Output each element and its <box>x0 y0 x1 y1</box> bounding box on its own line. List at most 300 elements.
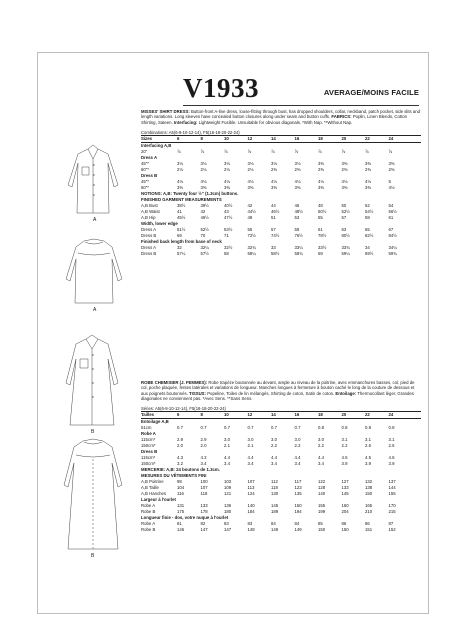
description-text: Button-front A-line dress, loose-fitting through bust, has dropped shoulders, collar, neckband, patch pocket, side slits and length variations. Long sleeves have concealed button closures along under seam and button cuffs. <box>141 109 421 120</box>
table-cell: 165 <box>365 503 373 509</box>
table-cell: 2.2 <box>341 443 348 449</box>
table-cell: 32 <box>177 245 182 251</box>
table-cell: 4⅛ <box>224 179 230 185</box>
table-cell: 2.2 <box>294 443 301 449</box>
table-cell: 22 <box>365 136 370 142</box>
table-cell: 87 <box>388 521 394 527</box>
table-cell: 59 <box>318 251 323 257</box>
table-cell: 6 <box>177 136 180 142</box>
table-cell: 10 <box>224 136 229 142</box>
table-cell: 54½ <box>365 209 374 215</box>
table-cell: 4⅛ <box>247 179 254 185</box>
table-cell: 175 <box>177 509 185 515</box>
table-cell: 4⅛ <box>318 179 324 185</box>
table-cell: 84½ <box>388 233 397 239</box>
table-cell: 50½ <box>318 209 327 215</box>
table-cell: 46½ <box>200 215 209 221</box>
table-cell: 24 <box>388 136 394 142</box>
table-cell: 100 <box>200 479 208 485</box>
french-section <box>141 380 421 533</box>
row-label: Robe B <box>141 509 156 515</box>
table-cell: 76½ <box>294 233 303 239</box>
table-cell: 2⅜ <box>365 167 371 173</box>
table-cell: 3⅜ <box>318 161 324 167</box>
table-cell: 86 <box>341 521 347 527</box>
row-label: 45"* <box>141 179 149 185</box>
table-cell: ⅞ <box>341 149 346 155</box>
table-cell: 53 <box>294 215 300 221</box>
table-cell: 103 <box>224 479 232 485</box>
table-cell: 80½ <box>341 233 350 239</box>
table-cell: 3⅛ <box>200 161 207 167</box>
notions-line: MERCERIE: A,B: 24 boutons de 1.3cm. <box>141 467 220 473</box>
table-cell: 4⅛ <box>200 179 207 185</box>
table-cell: 2.6 <box>365 443 371 449</box>
table-cell: 53½ <box>224 227 233 233</box>
table-cell: 109 <box>224 485 232 491</box>
table-cell: 52½ <box>200 227 209 233</box>
table-cell: 147 <box>200 527 208 533</box>
table-cell: 2.2 <box>271 443 277 449</box>
table-cell: 38½ <box>177 203 186 209</box>
table-cell: 58½ <box>271 251 280 257</box>
table-cell: 52 <box>365 203 370 209</box>
table-cell: 118 <box>271 485 278 491</box>
table-cell: 54 <box>388 203 394 209</box>
table-cell: 39½ <box>200 203 209 209</box>
table-cell: 4⅛ <box>177 179 183 185</box>
table-cell: 2⅜ <box>318 167 324 173</box>
sizes-header-row <box>141 135 421 143</box>
notions-line: NOTIONS: A,B: Twenty four ½" (1.3cm) buttons. <box>141 191 239 197</box>
table-cell: 57½ <box>200 251 209 257</box>
table-cell: 113 <box>247 485 255 491</box>
table-cell: 104 <box>177 485 185 491</box>
table-cell: 84 <box>271 521 276 527</box>
row-label: 60"* <box>141 167 149 173</box>
table-cell: 20 <box>341 412 347 418</box>
row-label: 51cm <box>141 425 152 431</box>
table-cell: 3.4 <box>294 461 301 467</box>
table-cell: 83 <box>247 521 253 527</box>
table-cell: 2.9 <box>200 437 207 443</box>
row-label: Robe B <box>141 527 156 533</box>
table-cell: 3.0 <box>318 437 324 443</box>
table-cell: 2.9 <box>177 437 183 443</box>
table-cell: 8 <box>200 412 203 418</box>
table-cell: 70 <box>200 233 206 239</box>
table-cell: 2⅛ <box>177 167 183 173</box>
table-cell: 4.3 <box>200 455 207 461</box>
table-cell: 16 <box>294 136 300 142</box>
row-label: Dress A <box>141 245 157 251</box>
table-cell: 98 <box>177 479 182 485</box>
table-cell: 2.1 <box>224 443 230 449</box>
table-cell: 149 <box>271 527 279 533</box>
table-cell: 130 <box>271 491 279 497</box>
table-cell: 4.3 <box>177 455 183 461</box>
french-description <box>141 380 421 401</box>
table-cell: 145 <box>271 503 279 509</box>
table-cell: 2⅛ <box>200 167 207 173</box>
table-cell: 136 <box>224 503 232 509</box>
table-cell: 85 <box>318 521 323 527</box>
table-cell: 3.0 <box>247 437 254 443</box>
table-cell: 48 <box>318 203 323 209</box>
table-cell: 58¾ <box>294 251 303 257</box>
table-cell: 2⅛ <box>224 167 230 173</box>
table-cell: 41 <box>177 209 182 215</box>
table-cell: 3⅜ <box>200 185 207 191</box>
table-cell: 137 <box>388 479 396 485</box>
table-cell: 0.7 <box>200 425 207 431</box>
table-cell: 3⅜ <box>341 161 348 167</box>
table-cell: 148 <box>247 527 255 533</box>
pattern-number: V1933 <box>183 73 259 103</box>
table-cell: ⅞ <box>294 149 299 155</box>
row-label: 115cm* <box>141 437 156 443</box>
table-cell: 122 <box>318 479 326 485</box>
table-cell: 78½ <box>318 233 327 239</box>
table-cell: 12 <box>247 136 253 142</box>
table-cell: 10 <box>224 412 229 418</box>
table-cell: 4.5 <box>365 455 371 461</box>
table-cell: 160 <box>341 503 349 509</box>
table-cell: 210 <box>365 509 373 515</box>
table-cell: ⅞ <box>200 149 205 155</box>
table-cell: 8 <box>200 136 203 142</box>
table-cell: 3⅛ <box>224 161 230 167</box>
table-cell: 199 <box>318 509 326 515</box>
table-cell: 2.2 <box>318 443 324 449</box>
table-cell: 46½ <box>271 209 280 215</box>
table-cell: 48½ <box>294 209 303 215</box>
table-cell: 107 <box>200 485 208 491</box>
table-cell: 44 <box>271 203 276 209</box>
table-cell: 2.6 <box>388 443 395 449</box>
dress-a-back-drawing <box>66 239 122 303</box>
row-label: Robe A <box>141 521 156 527</box>
interfacing-text: Thermocollant léger. Grandes diagonales ne conviennent pas. *Avec Sens. **Sans Sens. <box>141 390 414 401</box>
table-cell: 72½ <box>247 233 256 239</box>
table-cell: 150 <box>294 503 302 509</box>
table-cell: 51 <box>271 215 276 221</box>
table-cell: 33½ <box>318 245 327 251</box>
table-cell: ⅞ <box>177 149 181 155</box>
figure-label-a-back: A <box>93 307 97 313</box>
row-label: A,B Bust <box>141 203 158 209</box>
series-line: Séries: A5(6-8-10-12-14), F5(16-18-20-22-24) <box>141 406 226 412</box>
row-label: Dress B <box>141 233 157 239</box>
french-yardage-tables <box>141 411 421 533</box>
interfacing-title: Entoilage: <box>335 390 357 396</box>
table-cell: 133 <box>341 485 349 491</box>
table-cell: 34 <box>365 245 370 251</box>
table-cell: 46 <box>294 203 300 209</box>
table-cell: 3⅛ <box>294 161 301 167</box>
table-cell: 0.7 <box>247 425 254 431</box>
table-cell: 0.8 <box>365 425 371 431</box>
table-cell: 3.4 <box>247 461 254 467</box>
table-cell: 71 <box>224 233 229 239</box>
pattern-envelope-back <box>37 52 429 614</box>
row-label: 115cm* <box>141 455 156 461</box>
table-cell: 155 <box>388 491 396 497</box>
row-label: A,B Hip <box>141 215 156 221</box>
fabric-group-heading: Robe A <box>141 431 156 437</box>
interfacing-heading: Interfacing A,B <box>141 143 172 149</box>
table-cell: 42 <box>247 203 253 209</box>
row-label: 45"* <box>141 161 149 167</box>
table-cell: 140 <box>318 491 326 497</box>
table-cell: 112 <box>271 479 278 485</box>
table-row <box>141 251 421 257</box>
table-cell: 3⅜ <box>341 185 348 191</box>
figure-label-b-front: B <box>91 429 95 435</box>
table-cell: 189 <box>271 509 279 515</box>
table-cell: 3⅜ <box>177 185 183 191</box>
table-cell: 6 <box>177 412 180 418</box>
table-cell: 151 <box>365 527 373 533</box>
table-cell: 0.7 <box>271 425 277 431</box>
dress-b-front-drawing <box>66 335 118 425</box>
table-cell: 146 <box>177 527 185 533</box>
table-cell: 82 <box>200 521 206 527</box>
table-cell: 50 <box>341 203 347 209</box>
fabric-group-heading: Dress A <box>141 155 158 161</box>
table-cell: 145 <box>341 491 349 497</box>
table-cell: 116 <box>177 491 184 497</box>
table-cell: 32½ <box>224 245 233 251</box>
table-cell: ⅞ <box>224 149 228 155</box>
table-cell: 33¼ <box>294 245 303 251</box>
header-rule <box>183 105 419 106</box>
table-cell: 24 <box>388 412 394 418</box>
table-cell: ⅞ <box>247 149 252 155</box>
table-cell: 43 <box>224 209 229 215</box>
interfacing-text: Lightweight Fusible. Unsuitable for obvious diagonals. *With Nap. **Without Nap. <box>198 119 353 125</box>
table-cell: 4⅛ <box>365 179 371 185</box>
table-cell: 0.8 <box>318 425 324 431</box>
table-cell: 32¼ <box>200 245 209 251</box>
table-cell: 61 <box>388 215 394 221</box>
table-cell: 3⅜ <box>365 161 371 167</box>
table-cell: 3⅜ <box>271 185 277 191</box>
table-cell: 44½ <box>247 209 256 215</box>
row-label: A,B Waist <box>141 209 160 215</box>
table-cell: 184 <box>247 509 255 515</box>
table-cell: 3⅜ <box>365 185 371 191</box>
table-cell: 4⅛ <box>294 179 301 185</box>
table-cell: 121 <box>224 491 232 497</box>
fabrics-text: Popeline, Toiles de lin mélangés, Shirting de coton, Satin de coton. <box>207 390 335 396</box>
table-cell: 33¾ <box>341 245 350 251</box>
row-label: A,B Hanches <box>141 491 167 497</box>
table-cell: 3.0 <box>271 437 277 443</box>
table-cell: 3⅜ <box>247 185 254 191</box>
table-cell: 3.1 <box>388 437 395 443</box>
fabric-group-heading: Dress B <box>141 173 158 179</box>
row-label: Tailles <box>141 412 155 418</box>
table-cell: 4.6 <box>388 455 395 461</box>
table-cell: 14 <box>271 412 276 418</box>
row-label: Sizes <box>141 136 152 142</box>
garment-illustrations <box>38 53 148 613</box>
table-cell: 34¼ <box>388 245 397 251</box>
row-label: 150cm* <box>141 461 156 467</box>
sizes-header-row <box>141 411 421 419</box>
table-cell: 3⅜ <box>318 185 324 191</box>
table-cell: 49 <box>247 215 253 221</box>
table-cell: 74½ <box>271 233 280 239</box>
table-cell: 5 <box>388 179 391 185</box>
table-cell: 59¾ <box>388 251 397 257</box>
table-cell: 2⅜ <box>294 167 301 173</box>
interfacing-title: Interfacing: <box>173 119 198 125</box>
table-cell: 3⅛ <box>177 161 183 167</box>
table-cell: 149 <box>294 527 302 533</box>
table-cell: 138 <box>365 485 373 491</box>
description-title: MISSES' SHIRT DRESS: <box>141 109 190 114</box>
table-cell: 59 <box>294 227 300 233</box>
table-cell: 40½ <box>224 203 233 209</box>
table-cell: 0.7 <box>294 425 301 431</box>
table-cell: 2⅛ <box>247 167 254 173</box>
table-cell: 69 <box>177 233 182 239</box>
table-cell: 18 <box>318 412 323 418</box>
table-cell: 3⅛ <box>271 161 277 167</box>
table-cell: 0.8 <box>341 425 348 431</box>
table-cell: 3⅛ <box>247 161 254 167</box>
table-cell: ⅞ <box>271 149 275 155</box>
description-text: Robe trapèze boutonnée au devant, ample au niveau de la poitrine, avec emmanchures basses, col, pied de col, poche plaquée, fentes latérales et variations de longueur. Manches longues à fermeture à bouton caché le long de la couture de dessous et aux poignets boutonnés. <box>141 380 415 396</box>
table-cell: 4⅛ <box>271 179 277 185</box>
width-heading: Width, lower edge <box>141 221 178 227</box>
fabric-group-heading: Dress B <box>141 449 158 455</box>
fabrics-title: TISSUS: <box>189 390 206 396</box>
table-cell: 3⅜ <box>294 185 301 191</box>
width-heading: Largeur à l'ourlet <box>141 497 176 503</box>
finished-measurements-heading: MESURES DU VÊTEMENTS FINI <box>141 473 207 479</box>
table-cell: 117 <box>294 479 302 485</box>
table-row <box>141 527 421 533</box>
table-cell: 4.4 <box>271 455 277 461</box>
table-cell: 81 <box>177 521 182 527</box>
table-cell: 4.4 <box>294 455 301 461</box>
back-length-heading: Longueur finie - dos, votre nuque à l'ourlet <box>141 515 229 521</box>
table-cell: 22 <box>365 412 370 418</box>
row-label: 20" <box>141 149 148 155</box>
table-cell: 84 <box>294 521 300 527</box>
table-cell: 67 <box>388 227 394 233</box>
finished-measurements-heading: FINISHED GARMENT MEASUREMENTS <box>141 197 222 203</box>
table-cell: 3.0 <box>224 437 230 443</box>
table-cell: 4⅛ <box>388 185 395 191</box>
figure-label-a-front: A <box>93 217 97 223</box>
table-cell: 131 <box>177 503 185 509</box>
table-cell: 2.0 <box>177 443 183 449</box>
table-cell: 0.7 <box>224 425 230 431</box>
table-cell: 118 <box>200 491 208 497</box>
table-cell: 33 <box>271 245 276 251</box>
table-cell: 86 <box>365 521 370 527</box>
table-cell: 0.7 <box>177 425 183 431</box>
table-cell: 3.9 <box>341 461 348 467</box>
table-cell: 2⅜ <box>388 167 395 173</box>
table-cell: 150 <box>318 527 326 533</box>
table-cell: 3.4 <box>224 461 230 467</box>
table-cell: 32¾ <box>247 245 256 251</box>
table-cell: 3⅜ <box>388 161 395 167</box>
table-cell: 127 <box>341 479 349 485</box>
difficulty-label: AVERAGE/MOINS FACILE <box>323 88 419 97</box>
back-length-heading: Finished back length from base of neck <box>141 239 222 245</box>
table-cell: 155 <box>318 503 326 509</box>
table-cell: ⅞ <box>318 149 322 155</box>
table-cell: 55 <box>318 215 323 221</box>
table-cell: 83 <box>224 521 229 527</box>
table-cell: 52½ <box>341 209 350 215</box>
table-cell: 3⅜ <box>224 185 230 191</box>
table-cell: 123 <box>294 485 302 491</box>
table-cell: 12 <box>247 412 253 418</box>
table-cell: 3.4 <box>318 461 324 467</box>
table-cell: 4.4 <box>318 455 324 461</box>
table-cell: 56½ <box>388 209 397 215</box>
table-cell: 58¼ <box>247 251 256 257</box>
table-cell: 0.8 <box>388 425 395 431</box>
table-cell: 194 <box>294 509 302 515</box>
table-cell: ⅞ <box>388 149 393 155</box>
table-cell: 57 <box>341 215 347 221</box>
fabrics-text: Poplin, Linen Blends, Cotton Shirting, Sateen. <box>141 114 408 125</box>
table-cell: 65 <box>365 227 370 233</box>
table-cell: 2.0 <box>200 443 207 449</box>
table-cell: 59 <box>365 215 370 221</box>
english-yardage-tables <box>141 135 421 257</box>
english-section <box>141 109 421 257</box>
row-label: Dress A <box>141 227 157 233</box>
row-label: 150cm* <box>141 443 156 449</box>
table-cell: 3.4 <box>271 461 277 467</box>
table-cell: 140 <box>247 503 255 509</box>
table-cell: 150 <box>365 491 373 497</box>
table-cell: 215 <box>388 509 396 515</box>
table-cell: 128 <box>318 485 326 491</box>
table-cell: 59¼ <box>341 251 350 257</box>
table-cell: ⅞ <box>365 149 369 155</box>
table-cell: 82½ <box>365 233 374 239</box>
table-cell: 4⅛ <box>341 179 348 185</box>
row-label: 60"* <box>141 185 149 191</box>
table-cell: 147 <box>224 527 232 533</box>
dress-b-back-drawing <box>64 439 122 549</box>
table-cell: 2.1 <box>247 443 254 449</box>
row-label: A,B Taille <box>141 485 159 491</box>
table-cell: 57 <box>271 227 276 233</box>
table-cell: 3.4 <box>200 461 207 467</box>
table-cell: 4.4 <box>247 455 254 461</box>
table-cell: 55 <box>247 227 253 233</box>
table-cell: 152 <box>388 527 396 533</box>
description-title: ROBE CHEMISIER (J. FEMMES): <box>141 380 208 385</box>
table-cell: 133 <box>200 503 208 509</box>
table-cell: 14 <box>271 136 276 142</box>
table-cell: 2⅜ <box>271 167 277 173</box>
table-cell: 144 <box>388 485 396 491</box>
interfacing-heading: Entoilage A,B <box>141 419 169 425</box>
table-cell: 58 <box>224 251 229 257</box>
